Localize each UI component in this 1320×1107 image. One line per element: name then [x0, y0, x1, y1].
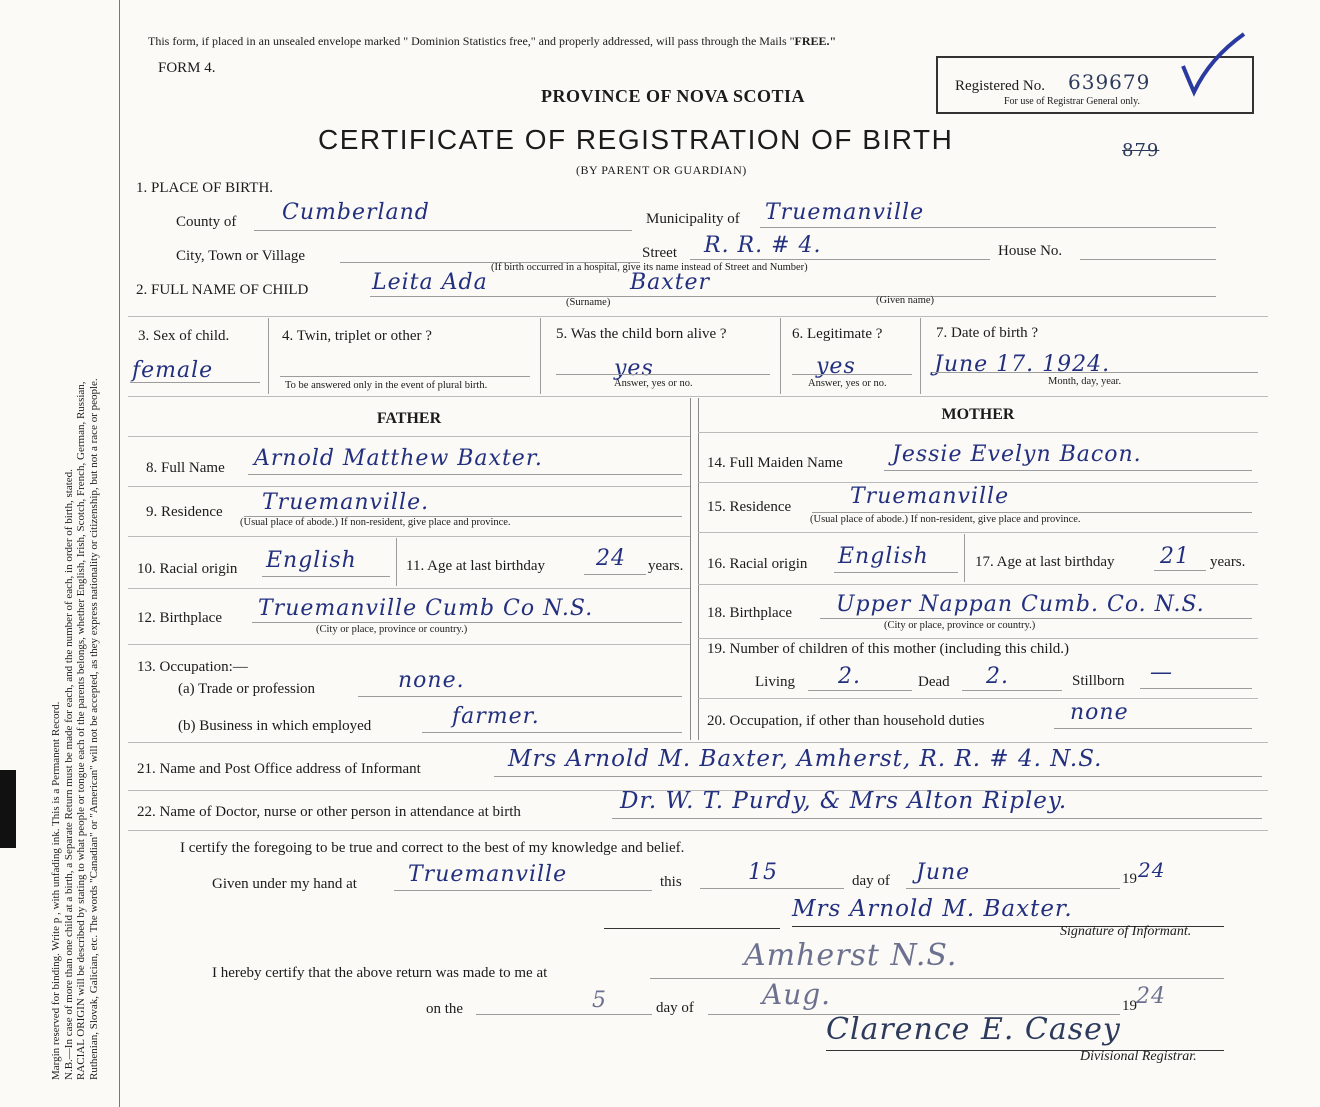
- margin-instructions: [18, 0, 118, 1107]
- registrar-note: For use of Registrar General only.: [1004, 96, 1140, 107]
- child-given-value: Leita Ada: [372, 270, 488, 295]
- mother-racial-value: English: [838, 544, 929, 569]
- registrar-day-of-label: day of: [656, 1000, 694, 1016]
- mother-residence-label: 15. Residence: [707, 499, 792, 515]
- certify-year-prefix: 19: [1122, 871, 1137, 887]
- street-label: Street: [642, 245, 677, 261]
- place-heading: 1. PLACE OF BIRTH.: [136, 180, 274, 196]
- certify-day-of-label: day of: [852, 873, 890, 889]
- alive-label: 5. Was the child born alive ?: [556, 326, 727, 342]
- certify-month-value: June: [916, 860, 971, 885]
- this-label: this: [660, 874, 682, 890]
- given-under-label: Given under my hand at: [212, 876, 357, 892]
- father-racial-value: English: [266, 548, 357, 573]
- stillborn-value: —: [1150, 660, 1173, 685]
- alive-note: Answer, yes or no.: [614, 378, 693, 389]
- mother-heading: MOTHER: [941, 406, 1015, 423]
- mother-residence-value: Truemanville: [850, 484, 1010, 509]
- twin-note: To be answered only in the event of plural birth.: [285, 380, 488, 391]
- page-title: CERTIFICATE OF REGISTRATION OF BIRTH: [318, 124, 954, 155]
- mother-residence-note: (Usual place of abode.) If non-resident, give place and province.: [810, 514, 1081, 525]
- doctor-label: 22. Name of Doctor, nurse or other person in attendance at birth: [137, 804, 521, 820]
- mother-birthplace-label: 18. Birthplace: [707, 605, 792, 621]
- mail-notice: This form, if placed in an unsealed envelope marked " Dominion Statistics free," and properly addressed, will pass through the Mails "FREE.": [148, 34, 837, 48]
- mother-racial-label: 16. Racial origin: [707, 556, 808, 572]
- child-surname-value: Baxter: [630, 270, 711, 295]
- form-number: FORM 4.: [158, 60, 216, 76]
- father-residence-note: (Usual place of abode.) If non-resident, give place and province.: [240, 517, 511, 528]
- informant-value: Mrs Arnold M. Baxter, Amherst, R. R. # 4. N.S.: [508, 746, 1103, 772]
- mother-age-label: 17. Age at last birthday: [975, 554, 1115, 570]
- sex-value: female: [132, 358, 214, 383]
- county-label: County of: [176, 214, 237, 230]
- municipality-label: Municipality of: [646, 211, 740, 227]
- street-value: R. R. # 4.: [704, 233, 822, 258]
- dob-value: June 17. 1924.: [934, 352, 1111, 377]
- dob-label: 7. Date of birth ?: [936, 325, 1039, 341]
- mother-name-value: Jessie Evelyn Bacon.: [892, 442, 1142, 467]
- legitimate-label: 6. Legitimate ?: [792, 326, 883, 342]
- father-age-unit: years.: [648, 558, 684, 574]
- mother-age-value: 21: [1160, 544, 1190, 569]
- dob-note: Month, day, year.: [1048, 376, 1122, 387]
- child-name-label: 2. FULL NAME OF CHILD: [136, 282, 309, 298]
- binding-hole: [0, 770, 16, 848]
- registrar-signature-value: Clarence E. Casey: [826, 1012, 1121, 1047]
- given-place-value: Truemanville: [408, 862, 568, 887]
- sex-label: 3. Sex of child.: [138, 328, 230, 344]
- mother-birthplace-value: Upper Nappan Cumb. Co. N.S.: [836, 592, 1205, 617]
- given-note: (Given name): [876, 295, 935, 306]
- father-residence-label: 9. Residence: [146, 504, 223, 520]
- stillborn-label: Stillborn: [1072, 673, 1125, 689]
- father-trade-label: (a) Trade or profession: [178, 681, 316, 697]
- registrar-day-value: 5: [592, 988, 607, 1013]
- registrar-signature-label: Divisional Registrar.: [1080, 1049, 1197, 1064]
- father-name-value: Arnold Matthew Baxter.: [254, 446, 543, 471]
- province-heading: PROVINCE OF NOVA SCOTIA: [541, 86, 806, 106]
- father-birthplace-label: 12. Birthplace: [137, 610, 222, 626]
- registrar-place-value: Amherst N.S.: [744, 938, 958, 973]
- father-trade-value: none.: [398, 668, 465, 693]
- informant-signature-label: Signature of Informant.: [1060, 924, 1192, 939]
- on-the-label: on the: [426, 1001, 464, 1017]
- mother-occupation-label: 20. Occupation, if other than household duties: [707, 713, 985, 729]
- father-heading: FATHER: [376, 410, 442, 427]
- father-name-label: 8. Full Name: [146, 460, 225, 476]
- father-age-value: 24: [596, 546, 626, 571]
- dead-label: Dead: [918, 674, 950, 690]
- father-racial-label: 10. Racial origin: [137, 561, 238, 577]
- county-value: Cumberland: [282, 200, 430, 225]
- municipality-value: Truemanville: [765, 200, 925, 225]
- struck-number: 879: [1122, 140, 1160, 161]
- margin-line-3: RACIAL ORIGIN will be described by stating to what people or tongue each of the parents belongs, whether English, Irish, Scotch, French, German, Russian,: [75, 381, 87, 1080]
- father-business-value: farmer.: [452, 704, 540, 729]
- margin-line-2: N.B.—In case of more than one child at a birth, a Separate Return must be made for each, and the number of each, in order of birth, stated.: [62, 469, 75, 1080]
- hospital-note: (If birth occurred in a hospital, give its name instead of Street and Number): [491, 262, 808, 273]
- father-age-label: 11. Age at last birthday: [406, 558, 545, 574]
- twin-label: 4. Twin, triplet or other ?: [282, 328, 432, 344]
- binding-margin-rule: [119, 0, 120, 1107]
- margin-line-4: Ruthenian, Slovak, Galician, etc. The words "Canadian" or "American" will not be accepted, as they express nationality or citizenship, but not a race or people.: [87, 378, 100, 1080]
- mother-children-label: 19. Number of children of this mother (including this child.): [707, 641, 1070, 657]
- registered-label: Registered No.: [955, 78, 1045, 94]
- informant-label: 21. Name and Post Office address of Informant: [137, 761, 421, 777]
- mother-name-label: 14. Full Maiden Name: [707, 455, 843, 471]
- registrar-month-value: Aug.: [762, 978, 832, 1011]
- mother-age-unit: years.: [1210, 554, 1246, 570]
- registered-number: 639679: [1068, 70, 1151, 94]
- check-mark-icon: [1180, 28, 1250, 98]
- house-label: House No.: [998, 243, 1063, 259]
- legitimate-value: yes: [816, 354, 856, 379]
- father-residence-value: Truemanville.: [262, 490, 430, 515]
- certify-day-value: 15: [748, 860, 778, 885]
- surname-note: (Surname): [566, 297, 611, 308]
- registrar-year-value: 24: [1136, 984, 1166, 1009]
- certify-statement: I certify the foregoing to be true and correct to the best of my knowledge and belief.: [180, 840, 685, 856]
- living-label: Living: [755, 674, 795, 690]
- registrar-statement: I hereby certify that the above return was made to me at: [212, 965, 548, 981]
- informant-signature-value: Mrs Arnold M. Baxter.: [792, 896, 1073, 922]
- father-occupation-label: 13. Occupation:—: [137, 659, 248, 675]
- mother-birthplace-note: (City or place, province or country.): [884, 620, 1036, 631]
- dead-value: 2.: [986, 664, 1009, 689]
- father-birthplace-note: (City or place, province or country.): [316, 624, 468, 635]
- father-business-label: (b) Business in which employed: [178, 718, 372, 734]
- margin-line-1: Margin reserved for binding. Write p , with unfading ink. This is a Permanent Record.: [50, 701, 62, 1080]
- page-subtitle: (BY PARENT OR GUARDIAN): [576, 163, 747, 177]
- legitimate-note: Answer, yes or no.: [808, 378, 887, 389]
- registrar-year-prefix: 19: [1122, 998, 1137, 1014]
- doctor-value: Dr. W. T. Purdy, & Mrs Alton Ripley.: [620, 788, 1068, 814]
- city-label: City, Town or Village: [176, 248, 306, 264]
- certify-year-value: 24: [1138, 858, 1166, 882]
- living-value: 2.: [838, 664, 861, 689]
- mother-occupation-value: none: [1070, 700, 1129, 725]
- alive-value: yes: [614, 356, 654, 381]
- father-birthplace-value: Truemanville Cumb Co N.S.: [258, 596, 594, 621]
